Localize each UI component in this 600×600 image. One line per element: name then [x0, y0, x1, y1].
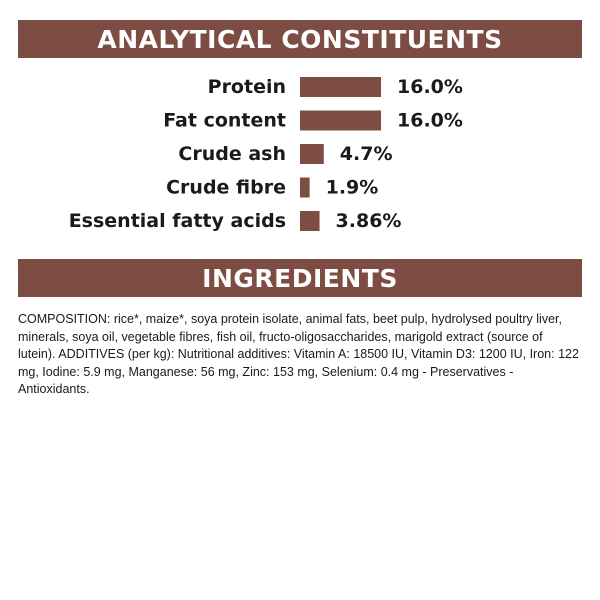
category-label-essential-fatty-acids: Essential fatty acids: [68, 210, 286, 232]
ingredients-composition-text: COMPOSITION: rice*, maize*, soya protein isolate, animal fats, beet pulp, hydrolysed poultry liver, minerals, soya oil, vegetable fibres, fish oil, fructo-oligosaccharides, marigold extract (source of lutein). ADDITIVES (per kg): Nutritional additives: Vitamin A: 18500 IU, Vitamin D3: 1200 IU, Iron: 122 mg, Iodine: 5.9 mg, Manganese: 56 mg, Zinc: 153 mg, Selenium: 0.4 mg - Preservatives - Antioxidants.: [18, 312, 579, 396]
analytical-constituents-title: ANALYTICAL CONSTITUENTS: [97, 24, 503, 54]
bar-essential-fatty-acids: [300, 211, 320, 231]
category-label-crude-ash: Crude ash: [178, 143, 286, 165]
category-label-protein: Protein: [207, 76, 286, 98]
value-label-crude-fibre: 1.9%: [325, 176, 379, 199]
ingredients-title: INGREDIENTS: [202, 263, 398, 293]
ingredients-banner: [18, 259, 582, 297]
bar-crude-fibre: [300, 178, 310, 198]
analytical-constituents-banner: [18, 20, 582, 58]
value-label-fat-content: 16.0%: [397, 109, 463, 132]
analytical-constituents-chart: [0, 70, 600, 250]
category-label-crude-fibre: Crude fibre: [166, 176, 286, 199]
value-label-essential-fatty-acids: 3.86%: [335, 210, 402, 232]
value-label-crude-ash: 4.7%: [339, 143, 393, 165]
value-label-protein: 16.0%: [397, 76, 463, 98]
category-label-fat-content: Fat content: [163, 109, 286, 132]
bar-protein: [300, 77, 381, 97]
bar-crude-ash: [300, 144, 324, 164]
bar-fat-content: [300, 111, 381, 131]
